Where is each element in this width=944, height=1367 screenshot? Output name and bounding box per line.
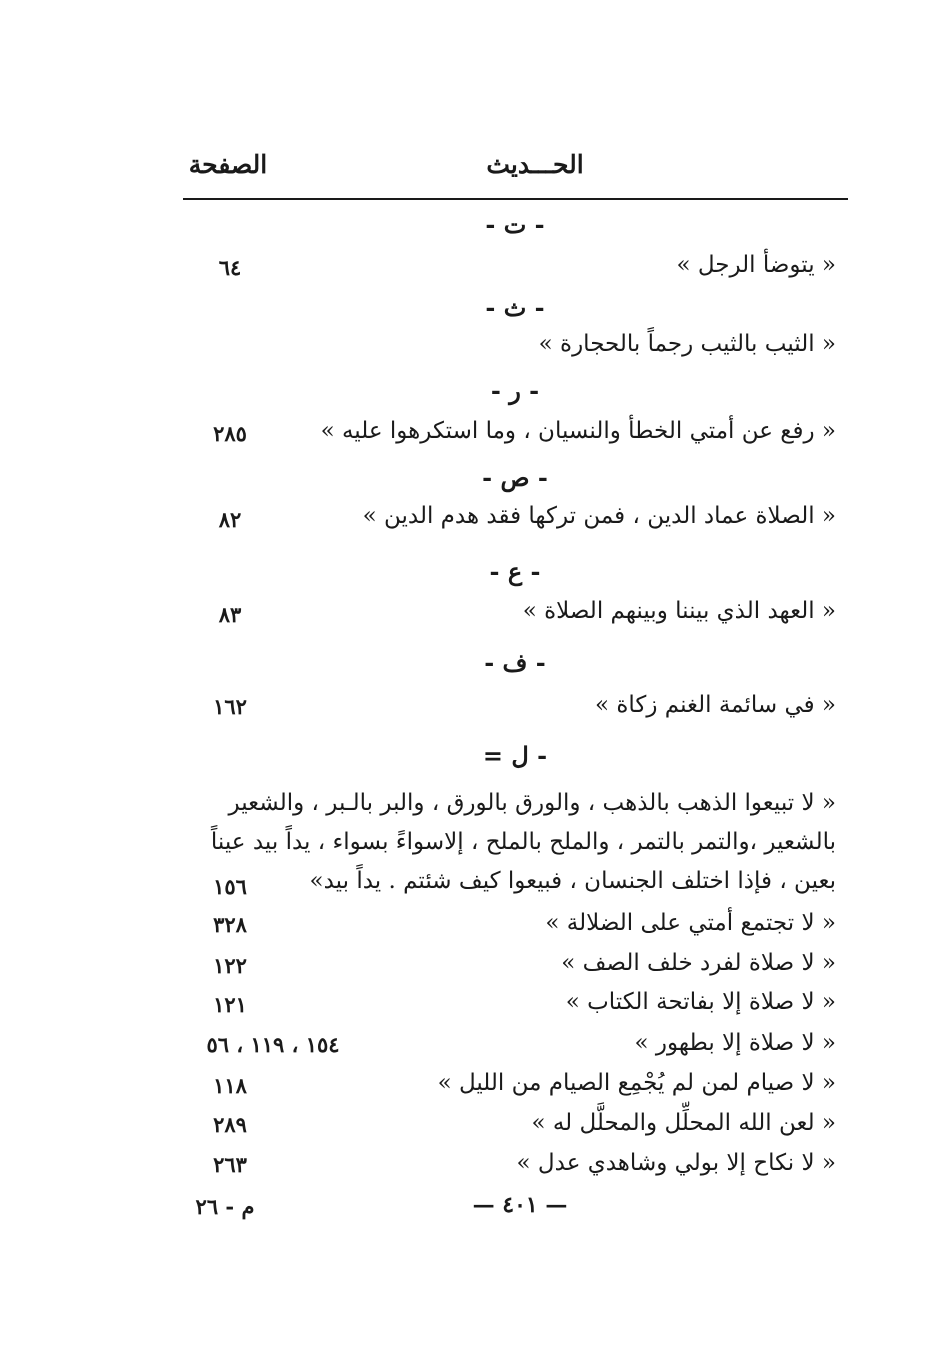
header-rule xyxy=(183,198,848,200)
hadith-line: « لا تبيعوا الذهب بالذهب ، والورق بالورق ، والبر بالـبر ، والشعير xyxy=(228,790,836,816)
hadith-entry: « يتوضأ الرجل » xyxy=(676,252,836,278)
hadith-entry: « في سائمة الغنم زكاة » xyxy=(594,692,836,718)
signature-mark: م - ٢٦ xyxy=(195,1194,255,1219)
hadith-page-ref: ٦٤ xyxy=(218,255,242,280)
hadith-page-ref: ٢٨٥ xyxy=(213,421,247,446)
letter-heading-ta: - ت - xyxy=(485,210,545,239)
hadith-page-ref: ١٥٦ xyxy=(213,874,247,899)
hadith-entry: « الثيب بالثيب رجماً بالحجارة » xyxy=(538,331,836,357)
letter-heading-tha: - ث - xyxy=(485,293,545,322)
hadith-entry: « رفع عن أمتي الخطأ والنسيان ، وما استكرهوا عليه » xyxy=(320,418,836,444)
hadith-entry: « الصلاة عماد الدين ، فمن تركها فقد هدم الدين » xyxy=(362,503,836,529)
hadith-entry: « لا تجتمع أمتي على الضلالة » xyxy=(545,910,836,936)
letter-heading-fa: - ف - xyxy=(484,648,546,677)
hadith-line: بالشعير ،والتمر بالتمر ، والملح بالملح ، إلاسواءً بسواء ، يداً بيد عيناً xyxy=(210,829,836,855)
letter-heading-ra: - ر - xyxy=(490,376,540,405)
hadith-column-header: الحـــديث xyxy=(486,150,584,179)
hadith-page-ref: ٢٨٩ xyxy=(213,1112,247,1137)
hadith-page-ref: ١١٨ xyxy=(213,1073,247,1098)
hadith-line: بعين ، فإذا اختلف الجنسان ، فبيعوا كيف شئتم . يداً بيد» xyxy=(309,868,836,894)
hadith-entry: « العهد الذي بيننا وبينهم الصلاة » xyxy=(522,598,836,624)
hadith-page-ref: ٢٦٣ xyxy=(213,1152,247,1177)
hadith-entry: « لا صلاة إلا بفاتحة الكتاب » xyxy=(565,989,836,1015)
letter-heading-lam: - ل = xyxy=(482,741,548,770)
hadith-page-ref: ٨٣ xyxy=(218,602,242,627)
page-column-header: الصفحة xyxy=(188,150,268,179)
hadith-page-ref: ٣٢٨ xyxy=(213,912,247,937)
hadith-page-ref: ١٢٢ xyxy=(213,953,247,978)
hadith-entry: « لا صيام لمن لم يُجْمِع الصيام من الليل » xyxy=(437,1070,836,1096)
hadith-entry: « لا نكاح إلا بولي وشاهدي عدل » xyxy=(516,1150,836,1176)
letter-heading-sad: - ص - xyxy=(482,463,548,492)
hadith-page-ref: ١٢١ xyxy=(213,992,247,1017)
hadith-entry: « لعن الله المحلِّل والمحلَّل له » xyxy=(531,1110,836,1136)
letter-heading-ain: - ع - xyxy=(489,557,541,586)
page-number: — ٤٠١ — xyxy=(472,1192,568,1218)
hadith-page-ref: ٨٢ xyxy=(218,507,242,532)
hadith-page-ref: ١٦٢ xyxy=(213,694,247,719)
hadith-entry: « لا صلاة لفرد خلف الصف » xyxy=(561,950,836,976)
hadith-entry: « لا صلاة إلا بطهور » xyxy=(634,1030,836,1056)
hadith-page-ref: ١٥٤ ، ١١٩ ، ٥٦ xyxy=(206,1032,340,1057)
